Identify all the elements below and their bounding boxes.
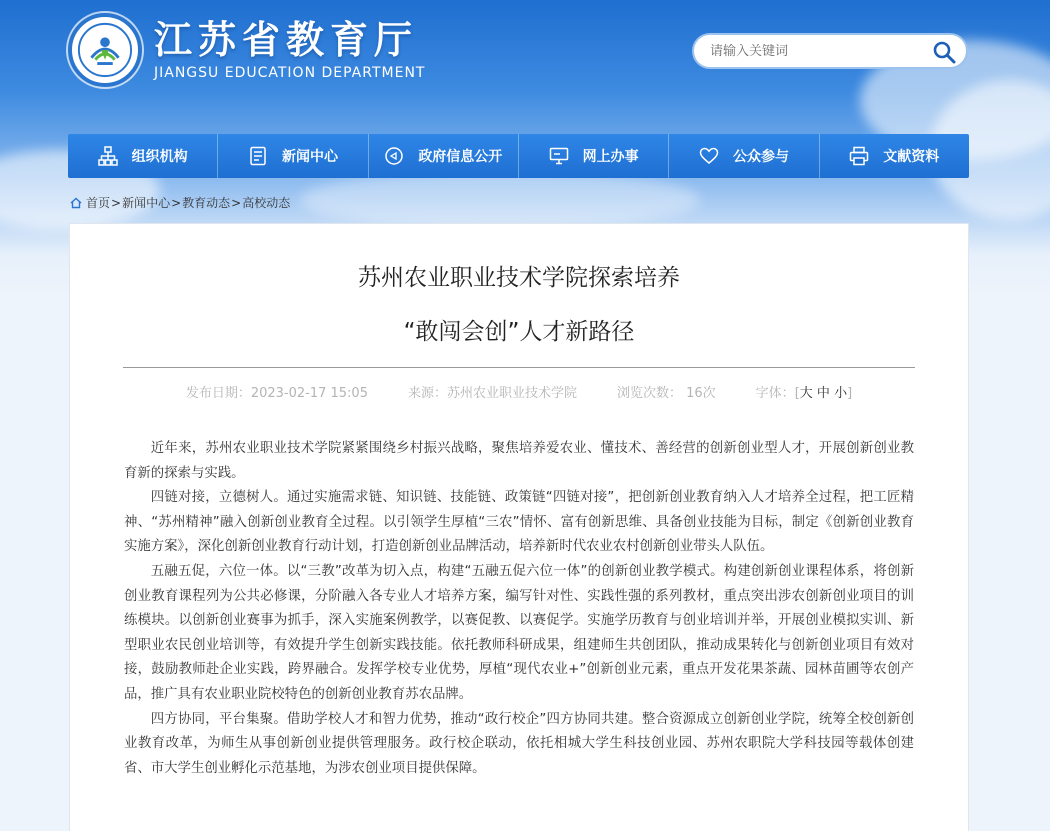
main-nav: [68, 134, 969, 178]
paragraph: 近年来，苏州农业职业技术学院紧紧围绕乡村振兴战略，聚焦培养爱农业、懂技术、善经营的创新创业型人才，开展创新创业教育新的探索与实践。: [124, 441, 914, 481]
breadcrumb-edu-news[interactable]: 教育动态: [182, 196, 231, 210]
article-source: 来源：苏州农业职业技术学院: [407, 386, 577, 401]
article-title-line2: “敢闯会创”人才新路径: [403, 319, 635, 345]
site-logo[interactable]: [68, 13, 425, 87]
breadcrumb: 首页 > 新闻中心 > 教育动态 > 高校动态: [70, 194, 290, 211]
document-icon: [248, 146, 268, 166]
org-chart-icon: [98, 146, 118, 166]
font-size-label: 字体：: [755, 386, 795, 401]
nav-label: 公众参与: [732, 149, 789, 165]
monitor-icon: [549, 146, 569, 166]
nav-label: 组织机构: [131, 149, 188, 165]
emblem-icon: [68, 13, 142, 87]
site-name-cn: 江苏省教育厅: [154, 17, 419, 62]
search-box: [692, 33, 968, 69]
nav-item-org[interactable]: [68, 134, 218, 178]
nav-item-public-participation[interactable]: [669, 134, 819, 178]
printer-icon: [849, 146, 869, 166]
font-size-control: 字体：[大 中 小]: [755, 386, 853, 401]
breadcrumb-home[interactable]: 首页: [86, 196, 111, 210]
nav-label: 网上办事: [582, 149, 639, 165]
view-count: 浏览次数： 16次: [616, 386, 716, 401]
article-meta: [70, 382, 968, 401]
nav-item-news[interactable]: [218, 134, 368, 178]
font-large-button[interactable]: 大: [799, 386, 813, 401]
article-title-line1: 苏州农业职业技术学院探索培养: [358, 265, 680, 291]
search-icon[interactable]: [932, 40, 956, 64]
nav-label: 文献资料: [883, 149, 940, 165]
heart-icon: [699, 146, 719, 166]
home-icon: [70, 197, 82, 209]
search-input[interactable]: [710, 44, 925, 59]
nav-item-gov-info[interactable]: [369, 134, 519, 178]
paragraph: 五融五促，六位一体。以“三教”改革为切入点，构建“五融五促六位一体”的创新创业教学模式。构建创新创业课程体系，将创新创业教育课程列为公共必修课，分阶融入各专业人才培养方案，编写针对性、实践性强的系列教材，重点突出涉农创新创业项目的训练模块。以创新创业赛事为抓手，深入实施案例教学，以赛促教、以赛促学。实施学历教育与创业培训并举，开展创业模拟实训、新型职业农民创业培训等，有效提升学生创新实践技能。依托教师科研成果，组建师生共创团队，推动成果转化与创新创业项目有效对接，鼓励教师赴企业实践，跨界融合。发挥学校专业优势，厚植“现代农业+”创新创业元素，重点开发花果茶蔬、园林苗圃等农创产品，推广具有农业职业院校特色的创新创业教育苏农品牌。: [124, 563, 914, 702]
article-body: [124, 437, 914, 781]
article-panel: [69, 223, 969, 831]
paragraph: 四链对接，立德树人。通过实施需求链、知识链、技能链、政策链“四链对接”，把创新创业教育纳入人才培养全过程，把工匠精神、“苏州精神”融入创新创业教育全过程。以引领学生厚植“三农”情怀、富有创新思维、具备创业技能为目标，制定《创新创业教育实施方案》，深化创新创业教育行动计划，打造创新创业品牌活动，培养新时代农业农村创新创业带头人队伍。: [124, 490, 914, 555]
nav-label: 新闻中心: [281, 149, 338, 165]
font-medium-button[interactable]: 中: [816, 386, 830, 401]
title-divider: [123, 367, 915, 368]
paragraph: 四方协同，平台集聚。借助学校人才和智力优势，推动“政行校企”四方协同共建。整合资源成立创新创业学院，统筹全校创新创业教育改革，为师生从事创新创业提供管理服务。政行校企联动，依托相城大学生科技创业园、苏州农职院大学科技园等载体创建省、市大学生创业孵化示范基地，为涉农创业项目提供保障。: [124, 711, 914, 776]
breadcrumb-news-center[interactable]: 新闻中心: [122, 196, 171, 210]
nav-item-documents[interactable]: [820, 134, 969, 178]
info-disc-icon: [384, 146, 404, 166]
nav-item-online-service[interactable]: [519, 134, 669, 178]
breadcrumb-university-news[interactable]: 高校动态: [242, 196, 291, 210]
publish-date: 发布日期：2023-02-17 15:05: [185, 386, 368, 401]
font-small-button[interactable]: 小: [834, 386, 848, 401]
nav-label: 政府信息公开: [418, 149, 503, 165]
site-name-en: JIANGSU EDUCATION DEPARTMENT: [154, 65, 426, 81]
